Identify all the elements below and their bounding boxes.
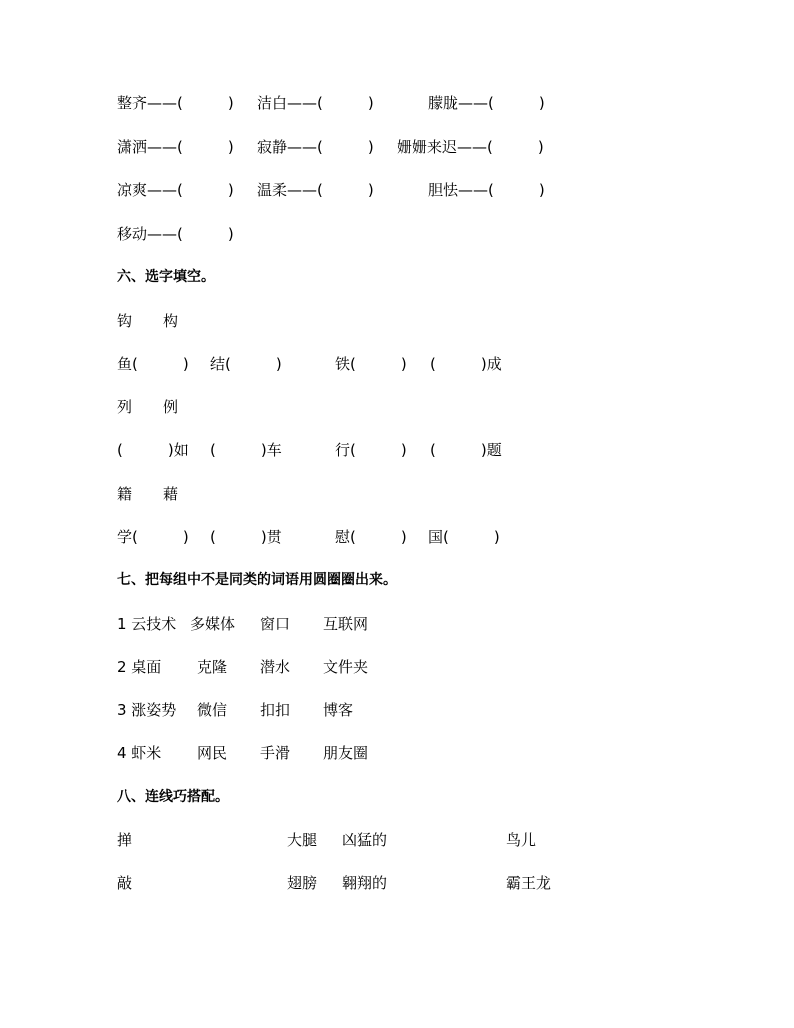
match-item: 翱翔的 [342,874,388,892]
fill-item: 铁( ) [335,355,407,373]
word-blank: 移动——( ) [117,225,234,243]
word: 网民 [197,744,228,762]
word: 潜水 [260,658,291,676]
fill-item: ( )车 [210,441,282,459]
fill-item: 结( ) [210,355,282,373]
fill-item: ( )如 [117,441,189,459]
match-item: 霸王龙 [506,874,552,892]
word: 朋友圈 [323,744,369,762]
word: 1 云技术 [117,615,177,633]
word: 多媒体 [190,615,236,633]
match-item: 翅膀 [287,874,318,892]
choice-char: 列 [117,398,133,416]
fill-item: 鱼( ) [117,355,189,373]
choice-char: 钩 [117,312,133,330]
choice-char: 构 [163,312,179,330]
word-blank: 寂静——( ) [257,138,374,156]
word-blank: 洁白——( ) [257,94,374,112]
section-title: 六、选字填空。 [117,269,215,285]
word-blank: 朦胧——( ) [428,94,545,112]
word: 2 桌面 [117,658,162,676]
fill-item: ( )贯 [210,528,282,546]
word: 手滑 [260,744,291,762]
word: 4 虾米 [117,744,162,762]
word-blank: 温柔——( ) [257,181,374,199]
word-blank: 潇洒——( ) [117,138,234,156]
match-item: 敲 [117,874,133,892]
fill-item: 国( ) [428,528,500,546]
choice-char: 藉 [163,485,179,503]
choice-char: 例 [163,398,179,416]
word-blank: 整齐——( ) [117,94,234,112]
section-title: 八、连线巧搭配。 [117,789,229,805]
word: 微信 [197,701,228,719]
match-item: 鸟儿 [506,831,537,849]
fill-item: 慰( ) [335,528,407,546]
word: 文件夹 [323,658,369,676]
word: 克隆 [197,658,228,676]
fill-item: ( )题 [430,441,502,459]
word-blank: 凉爽——( ) [117,181,234,199]
word: 窗口 [260,615,291,633]
fill-item: 行( ) [335,441,407,459]
word: 扣扣 [260,701,291,719]
match-item: 凶猛的 [342,831,388,849]
section-title: 七、把每组中不是同类的词语用圆圈圈出来。 [117,572,397,588]
match-item: 大腿 [287,831,318,849]
word-blank: 姗姗来迟——( ) [397,138,544,156]
match-item: 掸 [117,831,133,849]
fill-item: ( )成 [430,355,502,373]
fill-item: 学( ) [117,528,189,546]
word: 博客 [323,701,354,719]
word-blank: 胆怯——( ) [428,181,545,199]
word: 互联网 [323,615,369,633]
choice-char: 籍 [117,485,133,503]
word: 3 涨姿势 [117,701,177,719]
